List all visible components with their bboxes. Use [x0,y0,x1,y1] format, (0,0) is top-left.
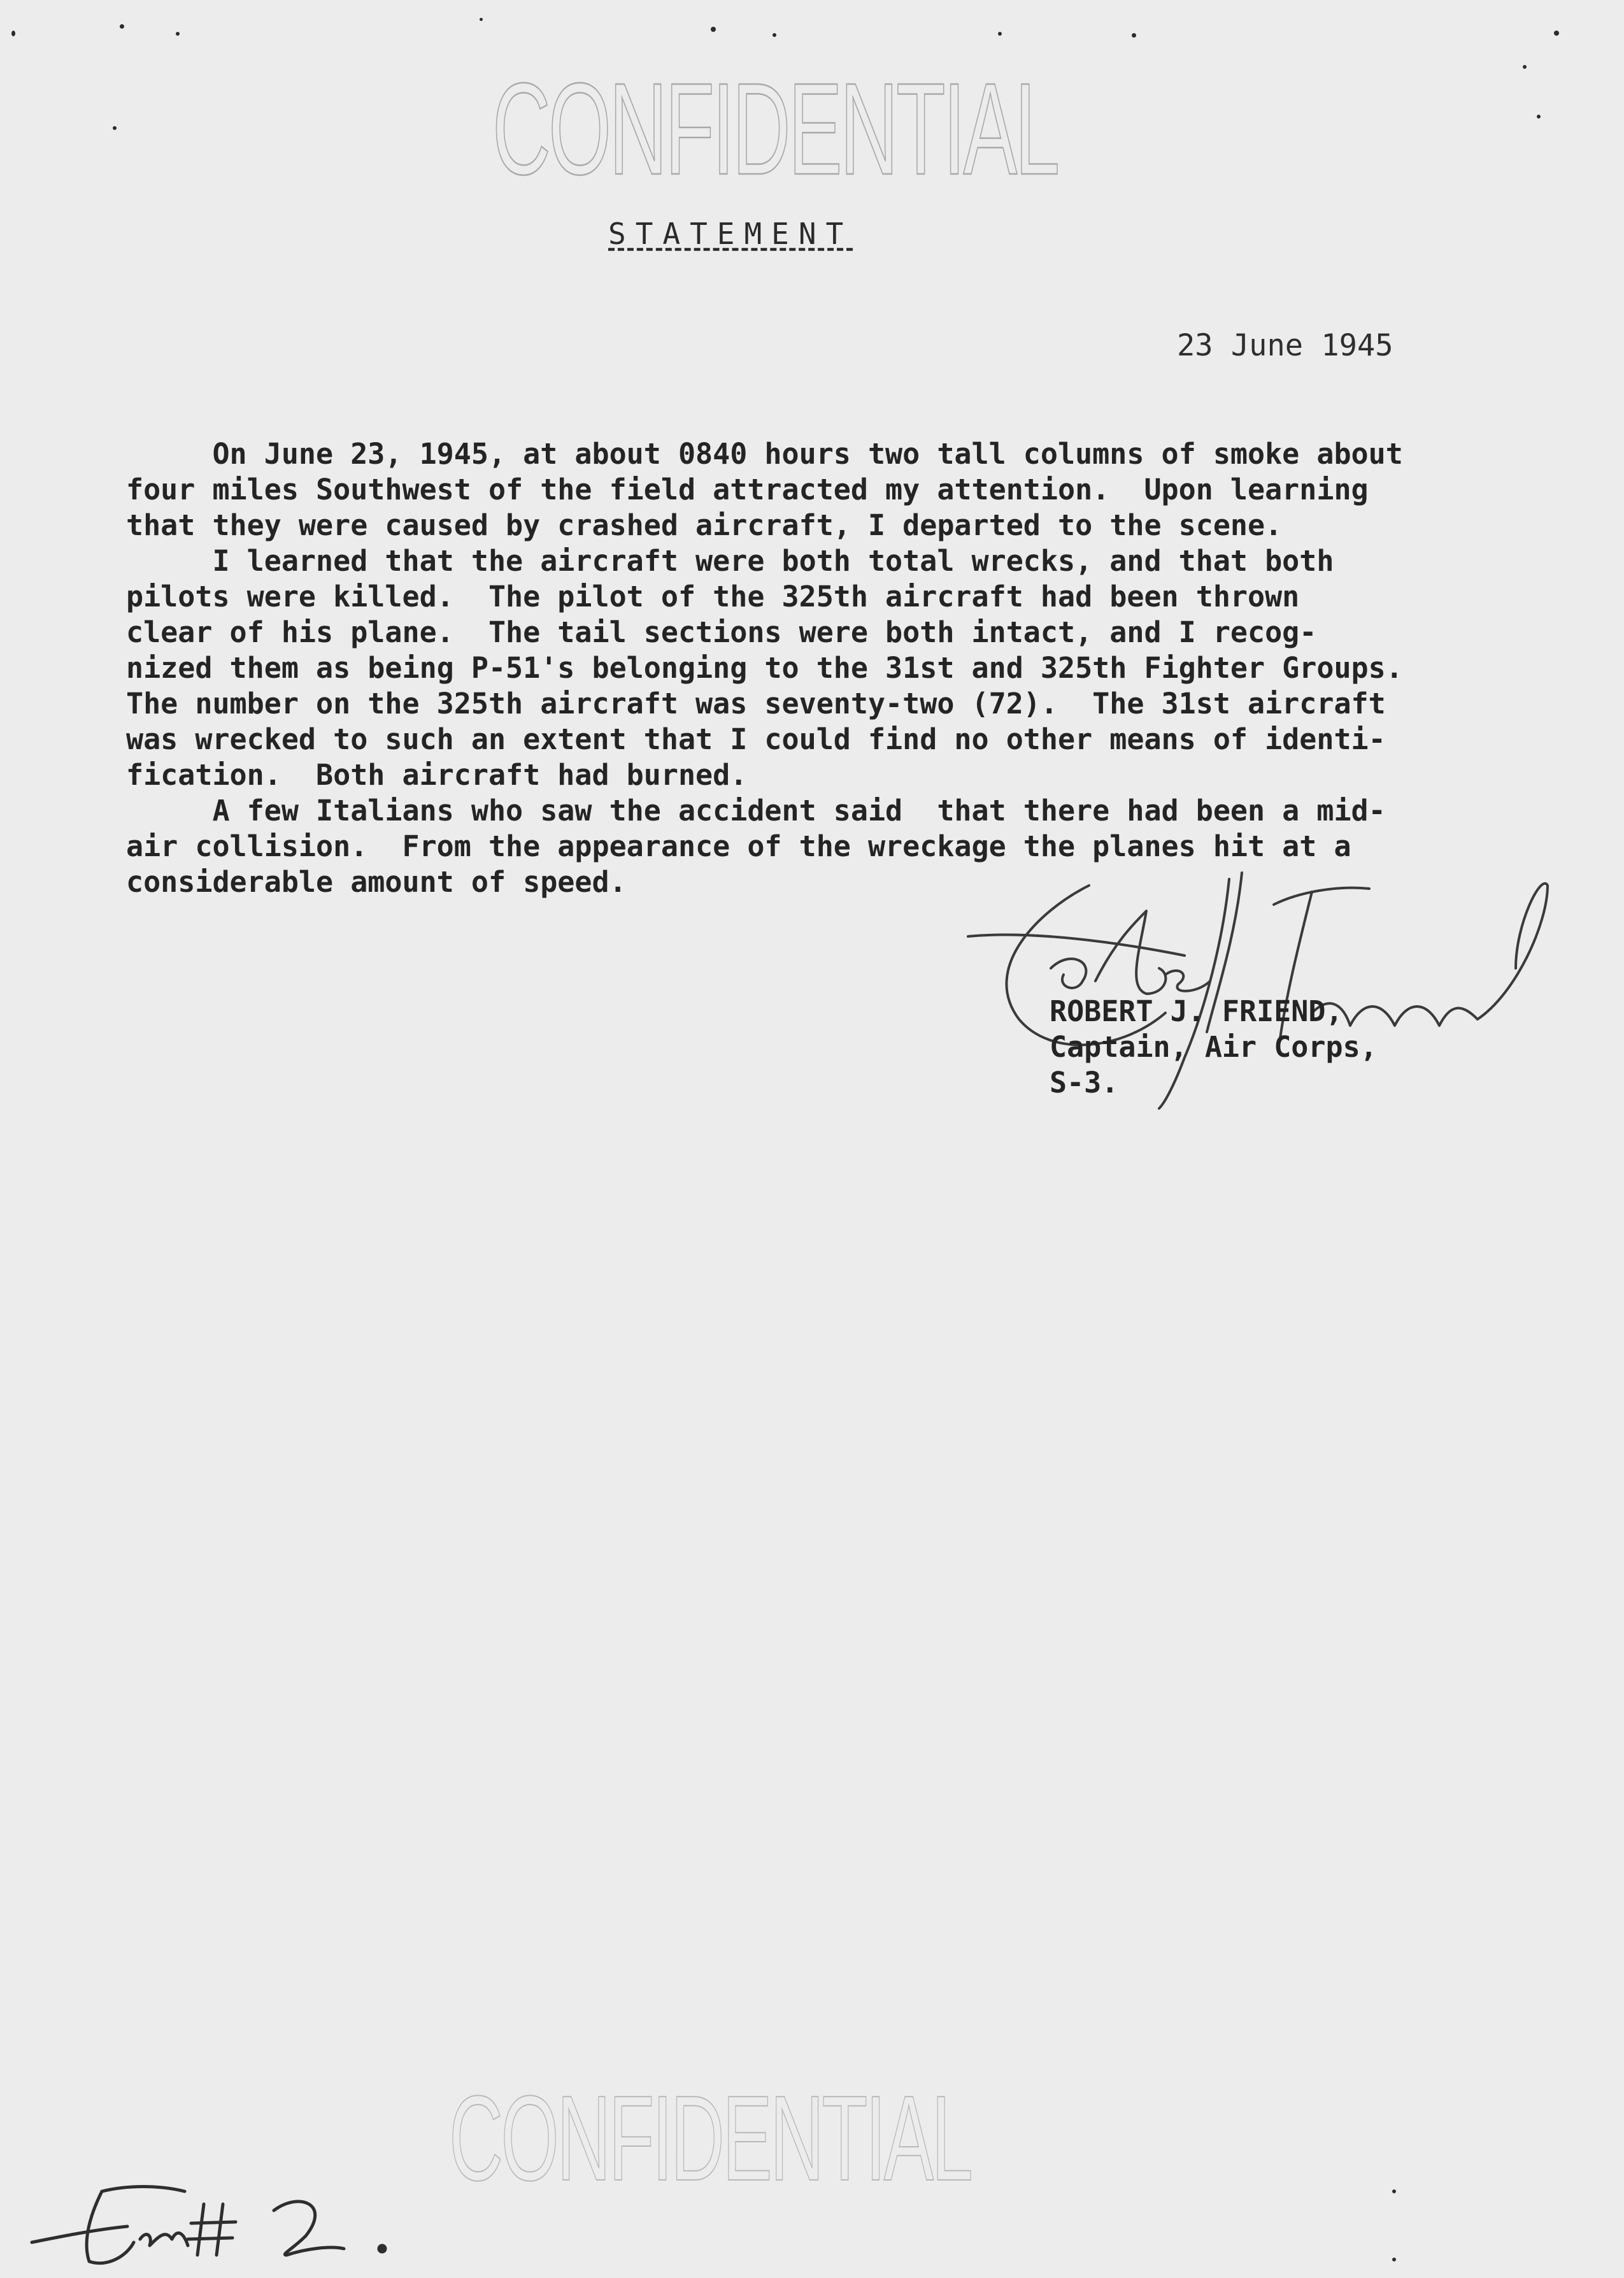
body-line: fication. Both aircraft had burned. [126,758,748,792]
scan-speck [773,33,776,37]
body-line: air collision. From the appearance of the wreckage the planes hit at a [126,829,1351,863]
scan-speck [120,24,124,29]
scan-speck [1132,33,1136,38]
body-line: considerable amount of speed. [126,865,627,899]
scan-speck [1537,115,1541,118]
confidential-stamp-top: CONFIDENTIAL [492,56,1058,202]
handwritten-file-note [19,2166,427,2274]
body-line: was wrecked to such an extent that I could find no other means of identi- [126,722,1386,756]
scan-speck [1392,2258,1396,2261]
scan-speck [711,27,716,32]
body-line: clear of his plane. The tail sections were both intact, and I recog- [126,615,1317,649]
signer-rank: Captain, Air Corps, [1050,1030,1378,1064]
signer-unit: S-3. [1050,1066,1119,1100]
scan-speck [480,18,483,21]
body-line: The number on the 325th aircraft was seventy-two (72). The 31st aircraft [126,687,1386,720]
signature-block [1050,994,1378,1101]
body-line: A few Italians who saw the accident said that there had been a mid- [126,794,1386,827]
body-line: nized them as being P-51's belonging to the 31st and 325th Fighter Groups. [126,651,1403,685]
scan-speck [1554,31,1559,36]
scan-speck [11,31,15,36]
body-line: that they were caused by crashed aircraft, I departed to the scene. [126,508,1283,542]
statement-body [126,436,1495,900]
statement-date: 23 June 1945 [1177,328,1393,363]
scan-speck [1523,65,1527,69]
body-line: four miles Southwest of the field attracted my attention. Upon learning [126,473,1369,506]
body-line: I learned that the aircraft were both total wrecks, and that both [126,544,1334,578]
scan-speck [176,32,180,36]
signer-name: ROBERT J. FRIEND, [1050,994,1343,1028]
scan-speck [1392,2189,1396,2193]
confidential-stamp-bottom: CONFIDENTIAL [449,2071,971,2206]
body-line: pilots were killed. The pilot of the 325th aircraft had been thrown [126,580,1300,613]
body-line: On June 23, 1945, at about 0840 hours two tall columns of smoke about [126,437,1403,471]
scan-speck [998,32,1002,36]
statement-heading: STATEMENT [608,217,853,251]
scan-speck [113,126,117,130]
